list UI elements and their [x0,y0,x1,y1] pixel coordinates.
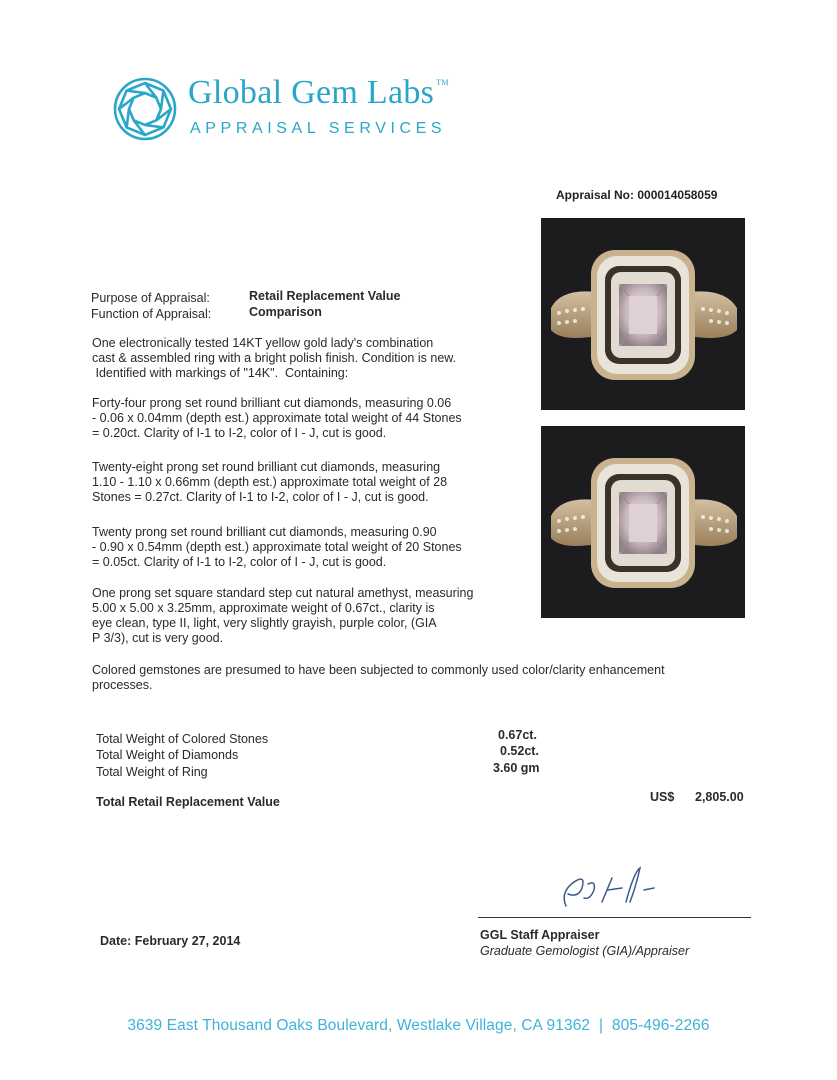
text-line: P 3/3), cut is very good. [92,631,224,645]
ring-image [541,218,745,410]
trademark: TM [436,78,449,87]
text-line: cast & assembled ring with a bright polish finish. Condition is new. [92,351,457,365]
enhancement-disclaimer [92,663,752,693]
text-line: = 0.20ct. Clarity of I-1 to I-2, color of I - J, cut is good. [92,426,387,440]
total-diamonds-label: Total Weight of Diamonds [96,748,239,762]
diamond-icon [112,76,178,142]
purpose-value: Retail Replacement Value [249,289,401,303]
text-line: 1.10 - 1.10 x 0.66mm (depth est.) approximate total weight of 28 [92,475,448,489]
text-line: One electronically tested 14KT yellow gold lady's combination [92,336,434,350]
total-value-amount: 2,805.00 [695,790,744,804]
description-intro [92,336,532,381]
purpose-label: Purpose of Appraisal: [91,291,210,305]
currency: US$ [650,790,675,804]
function-label: Function of Appraisal: [91,307,212,321]
text-line: Twenty prong set round brilliant cut diamonds, measuring 0.90 [92,525,437,539]
text-line: = 0.05ct. Clarity of I-1 to I-2, color of I - J, cut is good. [92,555,387,569]
signature-line [478,917,751,918]
stone-description-2 [92,460,532,505]
text-line: - 0.90 x 0.54mm (depth est.) approximate total weight of 20 Stones [92,540,462,554]
text-line: One prong set square standard step cut natural amethyst, measuring [92,586,474,600]
stone-description-1 [92,396,532,441]
footer-address: 3639 East Thousand Oaks Boulevard, Westlake Village, CA 91362 | 805-496-2266 [127,1017,710,1034]
text-line: Identified with markings of "14K". Containing: [92,366,349,380]
signature [552,862,662,914]
total-colored-value: 0.67ct. [498,728,537,742]
text-line: Stones = 0.27ct. Clarity of I-1 to I-2, color of I - J, cut is good. [92,490,429,504]
text-line: Colored gemstones are presumed to have been subjected to commonly used color/clarity enhancement [92,663,665,677]
total-ring-value: 3.60 gm [493,761,540,775]
text-line: processes. [92,678,153,692]
stone-description-4 [92,586,532,646]
function-value: Comparison [249,305,322,319]
appraisal-number: Appraisal No: 000014058059 [556,188,718,202]
appraiser-title: GGL Staff Appraiser [480,928,600,942]
text-line: - 0.06 x 0.04mm (depth est.) approximate total weight of 44 Stones [92,411,462,425]
brand-name: Global Gem Labs ™ [188,74,449,111]
text-line: 5.00 x 5.00 x 3.25mm, approximate weight of 0.67ct., clarity is [92,601,435,615]
ring-photo-bottom [541,426,745,618]
text-line: Forty-four prong set round brilliant cut diamonds, measuring 0.06 [92,396,452,410]
text-line: eye clean, type II, light, very slightly grayish, purple color, (GIA [92,616,437,630]
ring-photo-top [541,218,745,410]
total-value-label: Total Retail Replacement Value [96,795,280,809]
brand-subtitle: APPRAISAL SERVICES [190,120,447,137]
stone-description-3 [92,525,532,570]
text-line: Twenty-eight prong set round brilliant cut diamonds, measuring [92,460,441,474]
appraiser-credentials: Graduate Gemologist (GIA)/Appraiser [480,944,690,958]
total-ring-label: Total Weight of Ring [96,765,208,779]
total-colored-label: Total Weight of Colored Stones [96,732,269,746]
appraisal-date: Date: February 27, 2014 [100,934,241,948]
total-diamonds-value: 0.52ct. [500,744,539,758]
ring-image [541,426,745,618]
